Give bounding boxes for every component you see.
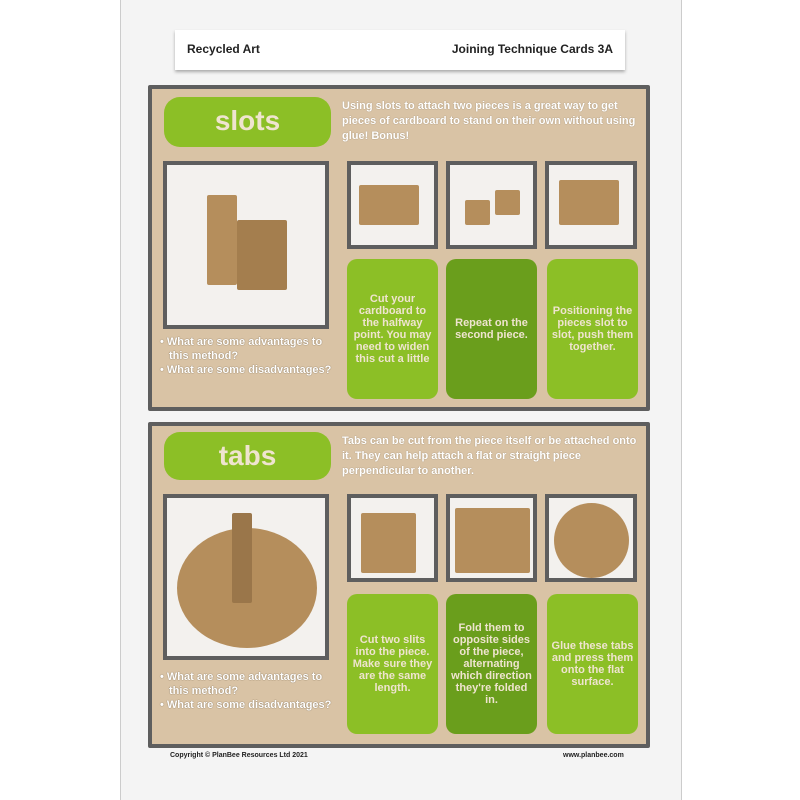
card-description: Using slots to attach two pieces is a great way to get pieces of cardboard to stand on their own without using glue! Bonus! — [342, 100, 636, 142]
step-photo-2 — [446, 494, 537, 582]
question-advantages: What are some advantages to this method? — [166, 671, 323, 697]
step-3: Glue these tabs and press them onto the flat surface. — [547, 594, 638, 734]
main-photo-tabs — [163, 494, 329, 660]
subject-title: Recycled Art — [187, 42, 260, 56]
step-photo-3 — [545, 494, 637, 582]
step-1: Cut two slits into the piece. Make sure they are the same length. — [347, 594, 438, 734]
step-1: Cut your cardboard to the halfway point. You may need to widen this cut a little — [347, 259, 438, 399]
card-tabs — [148, 422, 650, 748]
step-photo-1 — [347, 494, 438, 582]
step-photo-2 — [446, 161, 537, 249]
step-2: Fold them to opposite sides of the piece, alternating which direction they're folded in. — [446, 594, 537, 734]
page-header — [175, 30, 625, 70]
questions: • What are some advantages to this method? • What are some disadvantages? — [160, 671, 332, 711]
copyright: Copyright © PlanBee Resources Ltd 2021 — [170, 752, 308, 759]
card-slots — [148, 85, 650, 411]
question-advantages: What are some advantages to this method? — [166, 336, 323, 362]
card-description: Tabs can be cut from the piece itself or be attached onto it. They can help attach a flat or straight piece perpendicular to another. — [342, 435, 637, 477]
main-photo-slots — [163, 161, 329, 329]
card-title: slots — [164, 97, 331, 147]
step-3: Positioning the pieces slot to slot, push them together. — [547, 259, 638, 399]
website: www.planbee.com — [563, 752, 624, 759]
question-disadvantages: What are some disadvantages? — [166, 364, 332, 376]
step-photo-3 — [545, 161, 637, 249]
question-disadvantages: What are some disadvantages? — [166, 699, 332, 711]
step-photo-1 — [347, 161, 438, 249]
sheet-title: Joining Technique Cards 3A — [451, 42, 613, 56]
card-title: tabs — [164, 432, 331, 480]
step-2: Repeat on the second piece. — [446, 259, 537, 399]
questions: • What are some advantages to this method? • What are some disadvantages? — [160, 336, 332, 376]
